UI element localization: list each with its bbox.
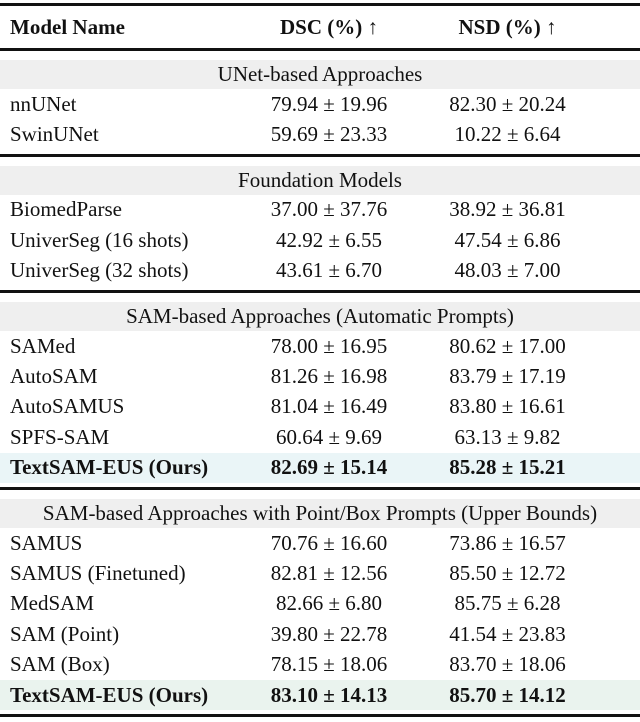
table-row-ours xyxy=(0,680,640,710)
cell-dsc: 79.94 ± 19.96 xyxy=(270,91,388,116)
cell-model: SwinUNet xyxy=(10,122,99,147)
cell-model: BiomedParse xyxy=(10,197,122,222)
table-row-ours xyxy=(0,453,640,483)
cell-model: TextSAM-EUS (Ours) xyxy=(10,682,209,707)
cell-model: SPFS-SAM xyxy=(10,424,110,449)
cell-nsd: 83.70 ± 18.06 xyxy=(449,652,566,677)
cell-dsc: 83.10 ± 14.13 xyxy=(270,682,388,707)
cell-nsd: 38.92 ± 36.81 xyxy=(449,197,566,222)
cell-dsc: 39.80 ± 22.78 xyxy=(270,621,388,646)
cell-model: MedSAM xyxy=(10,591,95,616)
cell-dsc: 78.15 ± 18.06 xyxy=(270,652,388,677)
table-row xyxy=(0,392,640,422)
cell-model: TextSAM-EUS (Ours) xyxy=(10,455,209,480)
cell-dsc: 37.00 ± 37.76 xyxy=(270,197,388,222)
cell-model: SAM (Box) xyxy=(10,652,110,677)
table-body xyxy=(0,51,640,717)
cell-nsd: 85.28 ± 15.21 xyxy=(449,455,566,480)
header-model: Model Name xyxy=(10,14,125,39)
cell-nsd: 82.30 ± 20.24 xyxy=(449,91,566,116)
spacer xyxy=(0,51,640,60)
section-header: Foundation Models xyxy=(0,166,640,195)
cell-nsd: 85.75 ± 6.28 xyxy=(454,591,561,616)
table-row xyxy=(0,119,640,149)
cell-dsc: 78.00 ± 16.95 xyxy=(270,333,388,358)
cell-dsc: 42.92 ± 6.55 xyxy=(275,227,383,252)
section-header: SAM-based Approaches with Point/Box Prompts (Upper Bounds) xyxy=(0,499,640,528)
cell-nsd: 47.54 ± 6.86 xyxy=(454,227,561,252)
table-row xyxy=(0,225,640,255)
cell-nsd: 10.22 ± 6.64 xyxy=(454,122,561,147)
cell-nsd: 83.79 ± 17.19 xyxy=(449,364,566,389)
cell-dsc: 82.66 ± 6.80 xyxy=(275,591,383,616)
cell-nsd: 73.86 ± 16.57 xyxy=(449,530,566,555)
spacer xyxy=(0,157,640,166)
cell-dsc: 60.64 ± 9.69 xyxy=(275,424,383,449)
table-row xyxy=(0,528,640,558)
cell-model: SAMed xyxy=(10,333,76,358)
cell-model: SAM (Point) xyxy=(10,621,120,646)
table-row xyxy=(0,649,640,679)
table-row xyxy=(0,256,640,286)
header-row xyxy=(0,6,640,48)
cell-nsd: 48.03 ± 7.00 xyxy=(454,258,561,283)
cell-model: nnUNet xyxy=(10,91,77,116)
cell-nsd: 85.50 ± 12.72 xyxy=(449,560,566,585)
cell-dsc: 81.04 ± 16.49 xyxy=(270,394,388,419)
table-row xyxy=(0,361,640,391)
cell-nsd: 85.70 ± 14.12 xyxy=(449,682,566,707)
cell-model: UniverSeg (16 shots) xyxy=(10,227,189,252)
cell-model: SAMUS xyxy=(10,530,83,555)
cell-dsc: 82.69 ± 15.14 xyxy=(270,455,388,480)
spacer xyxy=(0,293,640,302)
header-nsd: NSD (%) ↑ xyxy=(458,14,557,39)
header-dsc: DSC (%) ↑ xyxy=(280,14,378,39)
cell-model: AutoSAM xyxy=(10,364,98,389)
cell-model: AutoSAMUS xyxy=(10,394,125,419)
cell-nsd: 83.80 ± 16.61 xyxy=(449,394,566,419)
cell-nsd: 63.13 ± 9.82 xyxy=(454,424,561,449)
cell-nsd: 41.54 ± 23.83 xyxy=(449,621,566,646)
table-row xyxy=(0,589,640,619)
table-row xyxy=(0,558,640,588)
cell-dsc: 70.76 ± 16.60 xyxy=(270,530,388,555)
section-header: SAM-based Approaches (Automatic Prompts) xyxy=(0,302,640,331)
cell-dsc: 82.81 ± 12.56 xyxy=(270,560,388,585)
cell-dsc: 59.69 ± 23.33 xyxy=(270,122,388,147)
cell-dsc: 81.26 ± 16.98 xyxy=(270,364,388,389)
section-rule xyxy=(0,714,640,717)
cell-nsd: 80.62 ± 17.00 xyxy=(449,333,566,358)
section-header: UNet-based Approaches xyxy=(0,60,640,89)
table-row xyxy=(0,619,640,649)
spacer xyxy=(0,490,640,499)
cell-model: SAMUS (Finetuned) xyxy=(10,560,186,585)
table-row xyxy=(0,422,640,452)
table-row xyxy=(0,195,640,225)
table-row xyxy=(0,89,640,119)
cell-dsc: 43.61 ± 6.70 xyxy=(275,258,383,283)
cell-model: UniverSeg (32 shots) xyxy=(10,258,189,283)
table-row xyxy=(0,331,640,361)
